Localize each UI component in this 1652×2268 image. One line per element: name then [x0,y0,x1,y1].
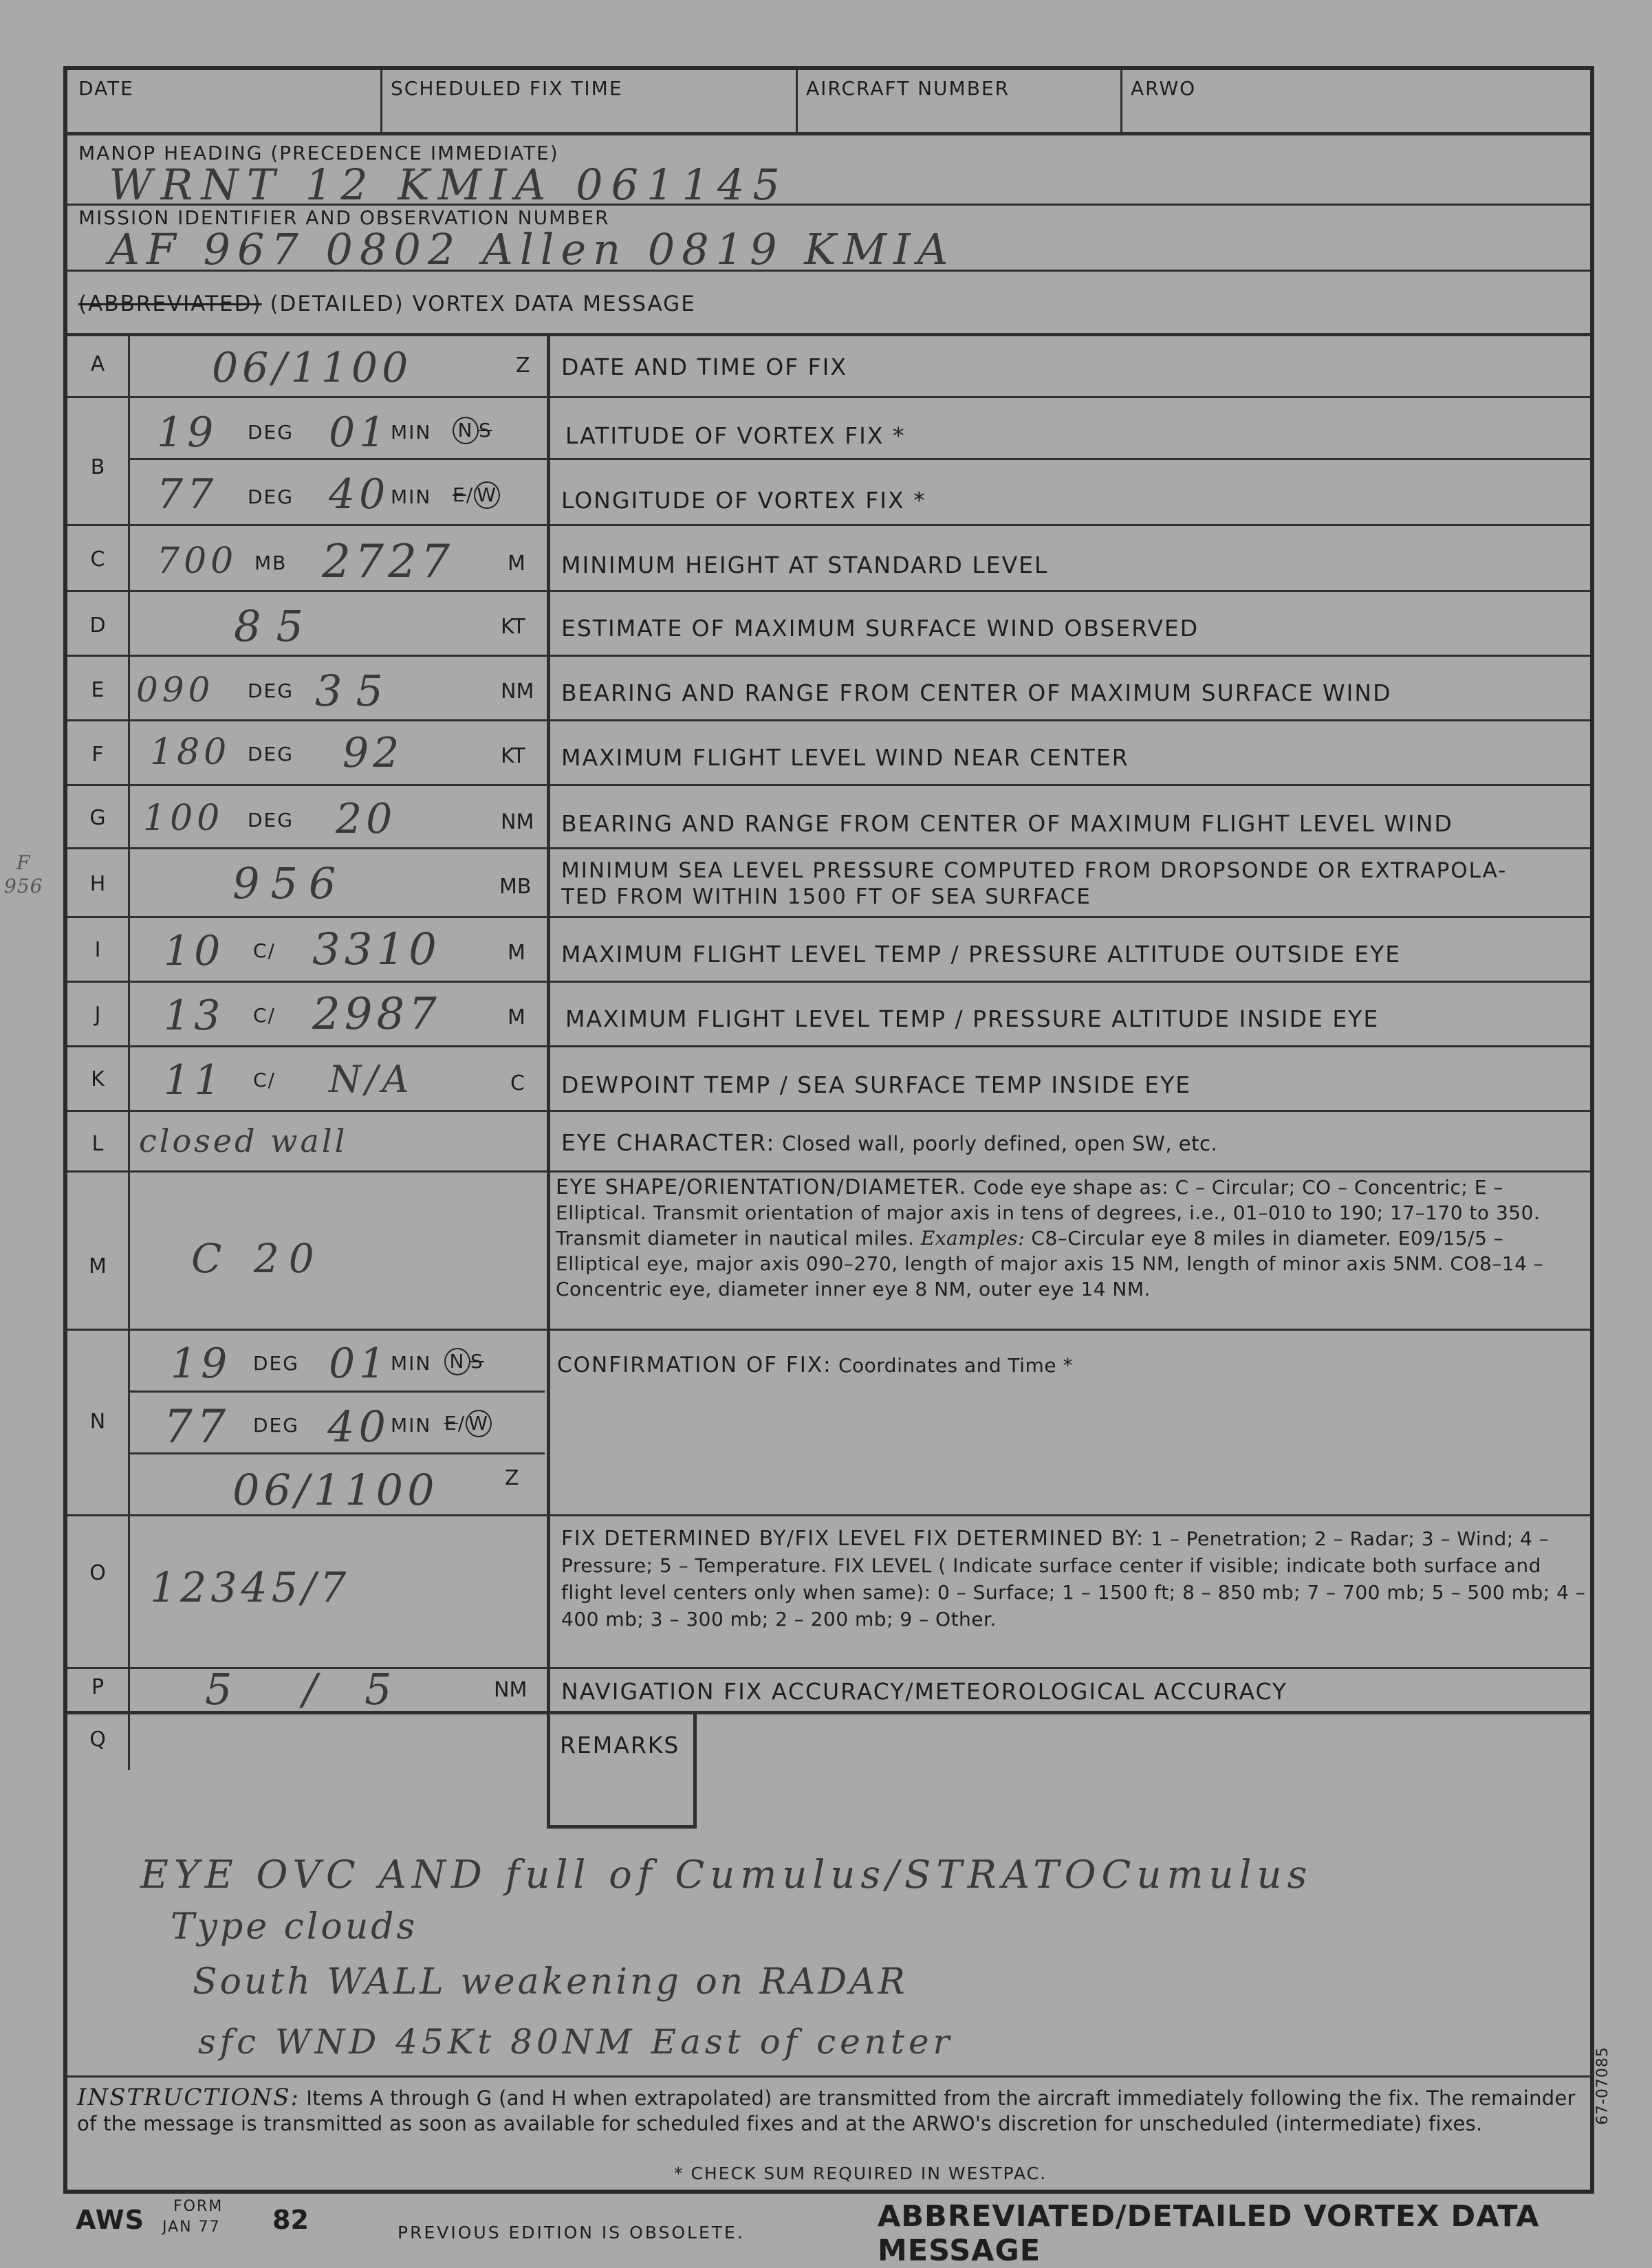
fix-determined-text: 1 – Penetration; 2 – Radar; 3 – Wind; 4 – Pressure; 5 – Temperature. FIX LEVEL ( Indicate surface center if visible; indicate both surface and flight level centers only when same): 0 – Surface; 1 – 1500 ft; 8 – 850 mb; 7 – 700 mb; 5 – 500 mb; 4 – 400 mb; 3 – 300 mb; 2 – 200 mb; 9 – Other. [561,1527,1586,1631]
row-c-unit: M [508,552,525,576]
manop-heading-label: MANOP HEADING (PRECEDENCE IMMEDIATE) [78,142,559,164]
row-p-separator: / [303,1664,321,1714]
flight-level-wind-direction-value: 180 [150,732,231,773]
hemisphere-w-circled: W [474,481,500,509]
row-letter-q: Q [89,1727,106,1752]
row-b-longitude-description: LONGITUDE OF VORTEX FIX * [561,487,926,514]
footer-form-number: 82 [272,2205,309,2235]
eye-shape-text: Code eye shape as: C – Circular; CO – Concentric; E – Elliptical. Transmit orientation of major axis in tens of degrees, i.e., 01–010 to 190; 17–170 to 350. Transmit diameter in nautical miles. [556,1176,1541,1250]
message-type-heading [78,292,696,316]
confirmation-s-crossed: S [470,1350,484,1373]
flight-level-wind-range-value: 20 [336,795,397,843]
row-k-unit: C [510,1071,525,1095]
hemisphere-n-circled: N [453,417,479,444]
remarks-line-3: South WALL weakening on RADAR [193,1961,908,2003]
eye-character-examples: Closed wall, poorly defined, open SW, etc. [775,1132,1218,1155]
row-f-unit: KT [501,744,525,768]
confirmation-w-circled: W [466,1410,492,1437]
vortex-data-message-form [63,66,1594,2194]
row-c-mb-label: MB [254,552,287,574]
confirmation-lon-min-value: 40 [327,1402,390,1452]
row-k-description: DEWPOINT TEMP / SEA SURFACE TEMP INSIDE EYE [561,1071,1192,1098]
longitude-min-value: 40 [329,470,390,519]
remarks-line-2: Type clouds [171,1906,418,1948]
sea-surface-temp-value: N/A [329,1058,413,1101]
row-h-unit: MB [499,875,532,899]
row-letter-d: D [89,613,106,637]
row-letter-e: E [91,678,105,702]
row-f-description: MAXIMUM FLIGHT LEVEL WIND NEAR CENTER [561,744,1129,771]
row-f-deg-label: DEG [248,743,294,765]
eye-character-value: closed wall [139,1122,348,1159]
margin-note [4,851,45,898]
meteorological-accuracy-value: 5 [365,1664,396,1714]
confirmation-lon-hemisphere: E/ W [444,1410,492,1437]
row-g-deg-label: DEG [248,809,294,831]
row-i-c-label: C/ [253,939,276,962]
footer-title: ABBREVIATED/DETAILED VORTEX DATA MESSAGE [878,2199,1540,2268]
hemisphere-e-crossed: E [453,483,466,506]
eye-shape-examples-text: C8–Circular eye 8 miles in diameter. E09/15/5 – Elliptical eye, major axis 090–270, length of major axis 15 NM, length of minor axis 5NM. CO8–14 – Concentric eye, diameter inner eye 8 NM, outer eye 14 NM. [556,1227,1544,1300]
navigation-fix-accuracy-value: 5 [205,1664,237,1714]
hemisphere-s-crossed: S [479,419,492,441]
aircraft-number-label: AIRCRAFT NUMBER [806,77,1010,100]
outside-eye-pressure-altitude-value: 3310 [312,924,441,975]
eye-shape-title: EYE SHAPE/ORIENTATION/DIAMETER. [556,1175,967,1199]
row-p-description: NAVIGATION FIX ACCURACY/METEOROLOGICAL ACCURACY [561,1678,1288,1705]
manop-heading-value: WRNT 12 KMIA 061145 [109,160,788,210]
instructions-block [77,2085,1583,2137]
footer-form-date: JAN 77 [162,2218,221,2236]
mission-identifier-value: AF 967 0802 Allen 0819 KMIA [109,224,955,274]
row-h-description-line2: TED FROM WITHIN 1500 FT OF SEA SURFACE [561,884,1091,909]
instructions-title: INSTRUCTIONS: [77,2084,300,2111]
remarks-label: REMARKS [560,1732,680,1758]
confirmation-lat-hemisphere [444,1348,484,1375]
outside-eye-temp-value: 10 [164,927,225,975]
checksum-note: * CHECK SUM REQUIRED IN WESTPAC. [674,2163,1047,2183]
row-b-latitude-description: LATITUDE OF VORTEX FIX * [565,422,906,449]
confirmation-e-crossed: E [444,1412,458,1435]
date-time-of-fix-value: 06/1100 [212,344,413,392]
row-e-description: BEARING AND RANGE FROM CENTER OF MAXIMUM SURFACE WIND [561,679,1392,706]
confirmation-lat-min-value: 01 [329,1340,390,1388]
longitude-deg-value: 77 [157,470,218,519]
row-a-unit: Z [516,353,530,378]
confirmation-lon-deg-value: 77 [164,1400,230,1453]
row-letter-k: K [91,1067,105,1091]
row-j-c-label: C/ [253,1004,276,1027]
message-type-detailed: (DETAILED) VORTEX DATA MESSAGE [261,292,696,316]
inside-eye-temp-value: 13 [164,992,225,1040]
fix-determined-title: FIX DETERMINED BY/FIX LEVEL FIX DETERMINED BY: [561,1527,1144,1551]
longitude-deg-label: DEG [248,486,294,508]
row-m-description [556,1175,1580,1302]
row-l-description [561,1129,1217,1156]
row-d-description: ESTIMATE OF MAXIMUM SURFACE WIND OBSERVED [561,615,1199,642]
inside-eye-pressure-altitude-value: 2987 [312,989,441,1040]
row-o-description [561,1525,1586,1633]
row-n-description [557,1351,1073,1377]
remarks-line-4: sfc WND 45Kt 80NM East of center [198,2022,954,2062]
row-letter-g: G [89,806,106,830]
row-j-description: MAXIMUM FLIGHT LEVEL TEMP / PRESSURE ALTITUDE INSIDE EYE [565,1005,1380,1032]
message-type-abbreviated: (ABBREVIATED) [78,292,262,316]
row-i-description: MAXIMUM FLIGHT LEVEL TEMP / PRESSURE ALTITUDE OUTSIDE EYE [561,941,1402,968]
row-j-unit: M [508,1005,525,1029]
row-letter-a: A [90,352,105,376]
surface-wind-range-value: 35 [315,666,397,716]
row-a-description: DATE AND TIME OF FIX [561,353,847,380]
footer-previous-edition: PREVIOUS EDITION IS OBSOLETE. [398,2223,745,2243]
minimum-sea-level-pressure-value: 956 [232,858,347,908]
instructions-text: Items A through G (and H when extrapolated) are transmitted from the aircraft immediately following the fix. The remainder of the message is transmitted as soon as available for scheduled fixes and at the ARWO's discretion for unscheduled (intermediate) fixes. [77,2086,1576,2135]
latitude-hemisphere [453,417,492,444]
row-letter-m: M [89,1254,107,1278]
confirmation-of-fix-text: Coordinates and Time * [832,1354,1073,1377]
margin-note-line2: 956 [4,875,43,897]
row-letter-n: N [89,1410,106,1434]
standard-level-mb-value: 700 [157,541,238,582]
row-c-description: MINIMUM HEIGHT AT STANDARD LEVEL [561,552,1049,578]
row-g-unit: NM [501,810,534,834]
confirmation-lat-min-label: MIN [391,1352,432,1375]
latitude-deg-label: DEG [248,421,294,444]
row-letter-j: J [94,1003,101,1027]
confirmation-n-circled: N [444,1348,470,1375]
eye-shape-value: C 20 [191,1235,324,1282]
confirmation-time-value: 06/1100 [232,1465,439,1515]
date-label: DATE [78,77,134,100]
eye-character-title: EYE CHARACTER: [561,1129,776,1156]
footer-form-label: FORM [173,2198,224,2215]
row-letter-f: F [91,743,104,767]
row-p-unit: NM [494,1678,528,1702]
row-e-unit: NM [501,679,534,704]
footer-side-code: 67-07085 [1594,2047,1611,2125]
dewpoint-temp-value: 11 [164,1056,225,1104]
confirmation-lon-min-label: MIN [391,1414,432,1437]
maximum-surface-wind-value: 85 [234,601,318,651]
latitude-min-value: 01 [329,408,390,457]
confirmation-lat-deg-label: DEG [253,1352,299,1375]
row-letter-p: P [91,1675,105,1699]
fix-determined-value: 12345/7 [150,1564,351,1612]
latitude-min-label: MIN [391,421,432,444]
surface-wind-bearing-value: 090 [136,670,215,710]
eye-shape-examples-label: Examples: [920,1227,1025,1250]
row-i-unit: M [508,941,525,965]
row-letter-i: I [94,938,101,962]
longitude-min-label: MIN [391,486,432,508]
confirmation-time-unit: Z [505,1466,519,1490]
latitude-deg-value: 19 [157,408,218,457]
minimum-height-value: 2727 [322,535,454,588]
row-letter-o: O [89,1561,106,1585]
arwo-label: ARWO [1131,77,1197,100]
scheduled-fix-time-label: SCHEDULED FIX TIME [391,77,623,100]
flight-level-wind-bearing-value: 100 [143,798,224,839]
confirmation-of-fix-title: CONFIRMATION OF FIX: [557,1353,832,1377]
row-d-unit: KT [501,615,525,639]
confirmation-lon-deg-label: DEG [253,1414,299,1437]
row-k-c-label: C/ [253,1069,276,1091]
footer-aws: AWS [76,2205,144,2235]
row-letter-c: C [90,547,105,571]
row-e-deg-label: DEG [248,679,294,702]
remarks-line-1: EYE OVC AND full of Cumulus/STRATOCumulus [140,1853,1313,1897]
longitude-hemisphere: E/ W [453,481,500,509]
row-letter-b: B [90,455,105,479]
mission-identifier-label: MISSION IDENTIFIER AND OBSERVATION NUMBER [78,206,610,229]
margin-note-line1: F [17,851,31,874]
row-letter-h: H [89,872,106,896]
flight-level-wind-speed-value: 92 [343,729,404,777]
confirmation-lat-deg-value: 19 [171,1340,232,1388]
row-letter-l: L [91,1132,104,1156]
row-g-description: BEARING AND RANGE FROM CENTER OF MAXIMUM FLIGHT LEVEL WIND [561,810,1453,837]
row-h-description-line1: MINIMUM SEA LEVEL PRESSURE COMPUTED FROM DROPSONDE OR EXTRAPOLA- [561,858,1508,883]
